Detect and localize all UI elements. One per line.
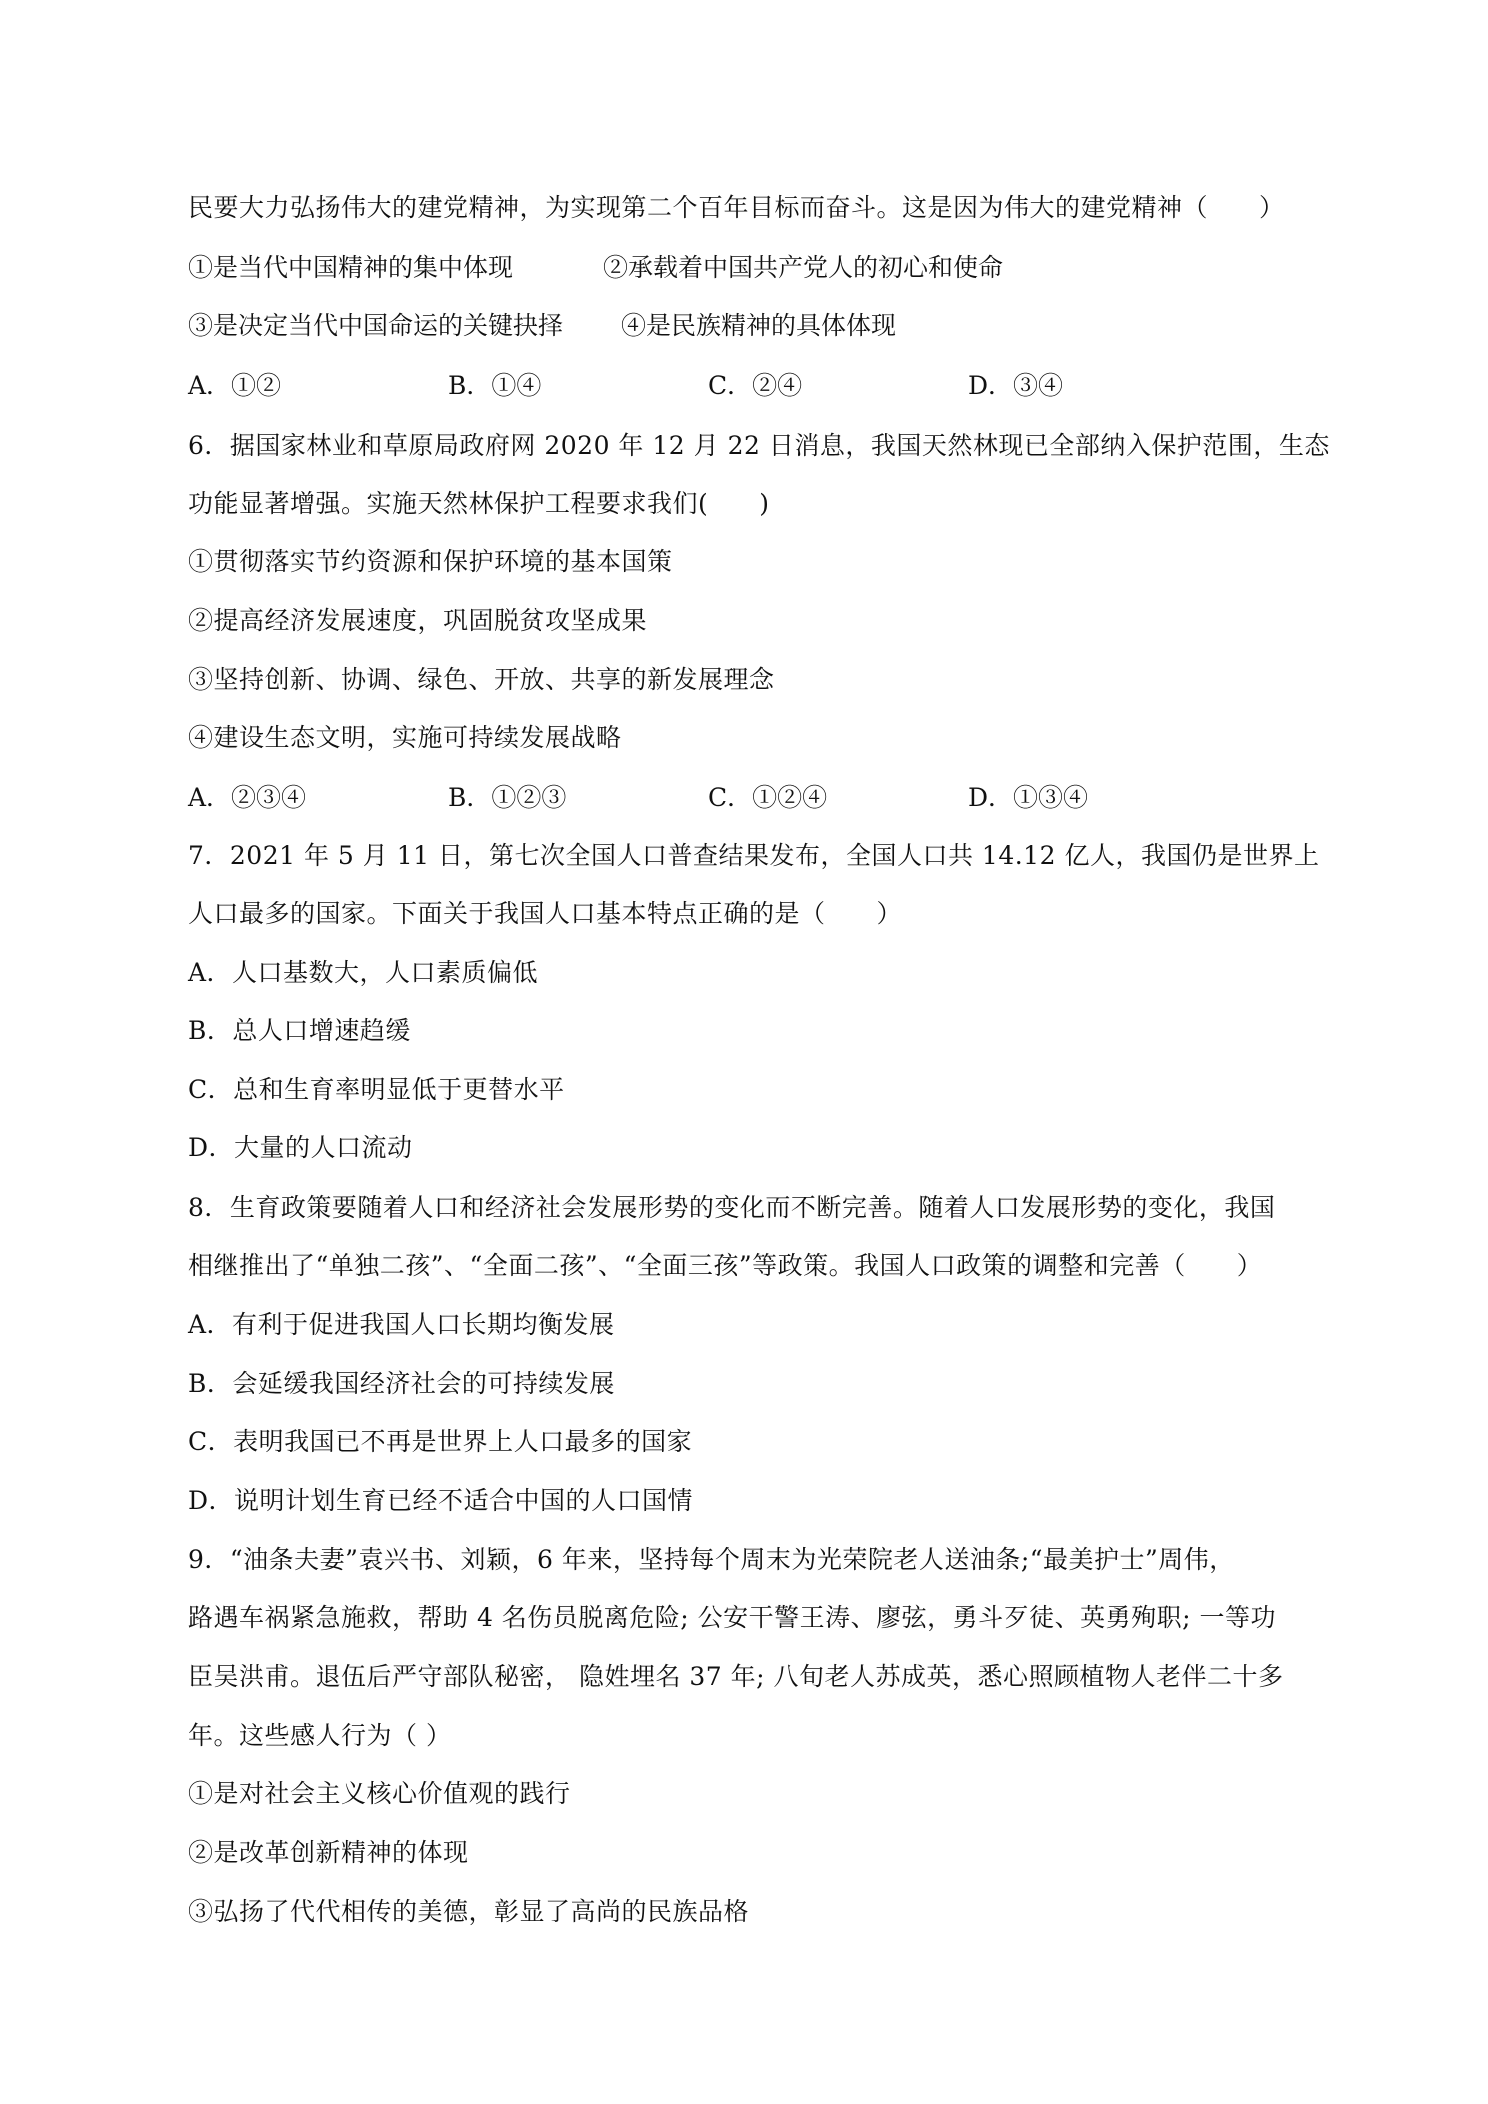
q9-stem-line-2: 路遇车祸紧急施救，帮助 4 名伤员脱离危险; 公安干警王涛、廖弦，勇斗歹徒、英勇殉职; 一等功: [188, 1603, 1277, 1632]
q5-statement-2: ②承载着中国共产党人的初心和使命: [603, 253, 1004, 282]
q7-option-d: D．大量的人口流动: [188, 1133, 413, 1162]
q7-option-b: B．总人口增速趋缓: [188, 1016, 411, 1045]
q8-option-c: C．表明我国已不再是世界上人口最多的国家: [188, 1427, 693, 1456]
q6-option-a: A．②③④: [188, 783, 307, 812]
q5-option-b: B．①④: [448, 371, 542, 400]
q5-option-c: C．②④: [708, 371, 803, 400]
q9-stem-line-3: 臣吴洪甫。退伍后严守部队秘密， 隐姓埋名 37 年; 八旬老人苏成英，悉心照顾植物人老伴二十多: [188, 1662, 1284, 1691]
q5-stem-tail: 民要大力弘扬伟大的建党精神，为实现第二个百年目标而奋斗。这是因为伟大的建党精神（ ）: [188, 193, 1285, 222]
q5-statement-3: ③是决定当代中国命运的关键抉择: [188, 311, 564, 340]
q6-options: [188, 780, 1318, 816]
q6-statement-4: ④建设生态文明，实施可持续发展战略: [188, 723, 622, 752]
q6-option-b: B．①②③: [448, 783, 567, 812]
q7-stem-line-2: 人口最多的国家。下面关于我国人口基本特点正确的是（ ）: [188, 899, 903, 928]
q8-option-a: A．有利于促进我国人口长期均衡发展: [188, 1310, 615, 1339]
q9-statement-3: ③弘扬了代代相传的美德，彰显了高尚的民族品格: [188, 1897, 750, 1926]
q8-stem-line-2: 相继推出了“单独二孩”、“全面二孩”、“全面三孩”等政策。我国人口政策的调整和完善（ ）: [188, 1251, 1263, 1280]
q6-statement-2: ②提高经济发展速度，巩固脱贫攻坚成果: [188, 606, 648, 635]
q5-option-d: D．③④: [968, 371, 1064, 400]
q7-stem-line-1: 7．2021 年 5 月 11 日，第七次全国人口普查结果发布，全国人口共 14.12 亿人，我国仍是世界上: [188, 841, 1320, 870]
q5-options: [188, 368, 1318, 404]
q6-option-c: C．①②④: [708, 783, 828, 812]
q9-statement-1: ①是对社会主义核心价值观的践行: [188, 1779, 571, 1808]
q6-option-d: D．①③④: [968, 783, 1089, 812]
q6-statement-1: ①贯彻落实节约资源和保护环境的基本国策: [188, 547, 673, 576]
q5-statement-row-2: [188, 308, 1318, 344]
q8-stem-line-1: 8．生育政策要随着人口和经济社会发展形势的变化而不断完善。随着人口发展形势的变化，我国: [188, 1193, 1276, 1222]
q7-option-c: C．总和生育率明显低于更替水平: [188, 1075, 565, 1104]
q5-option-a: A．①②: [188, 371, 282, 400]
q9-statement-2: ②是改革创新精神的体现: [188, 1838, 469, 1867]
q7-option-a: A．人口基数大，人口素质偏低: [188, 958, 539, 987]
q8-option-b: B．会延缓我国经济社会的可持续发展: [188, 1369, 615, 1398]
q9-stem-line-1: 9．“油条夫妻”袁兴书、刘颖，6 年来，坚持每个周末为光荣院老人送油条;“最美护士”周伟，: [188, 1545, 1235, 1574]
q6-stem-line-2: 功能显著增强。实施天然林保护工程要求我们( ): [188, 489, 770, 518]
q8-option-d: D．说明计划生育已经不适合中国的人口国情: [188, 1486, 694, 1515]
q6-statement-3: ③坚持创新、协调、绿色、开放、共享的新发展理念: [188, 665, 775, 694]
q5-statement-4: ④是民族精神的具体体现: [621, 311, 897, 340]
q6-stem-line-1: 6．据国家林业和草原局政府网 2020 年 12 月 22 日消息，我国天然林现已全部纳入保护范围，生态: [188, 431, 1330, 460]
q9-stem-line-4: 年。这些感人行为（ ）: [188, 1721, 452, 1750]
q5-statement-1: ①是当代中国精神的集中体现: [188, 253, 514, 282]
q5-statement-row-1: [188, 250, 1318, 286]
